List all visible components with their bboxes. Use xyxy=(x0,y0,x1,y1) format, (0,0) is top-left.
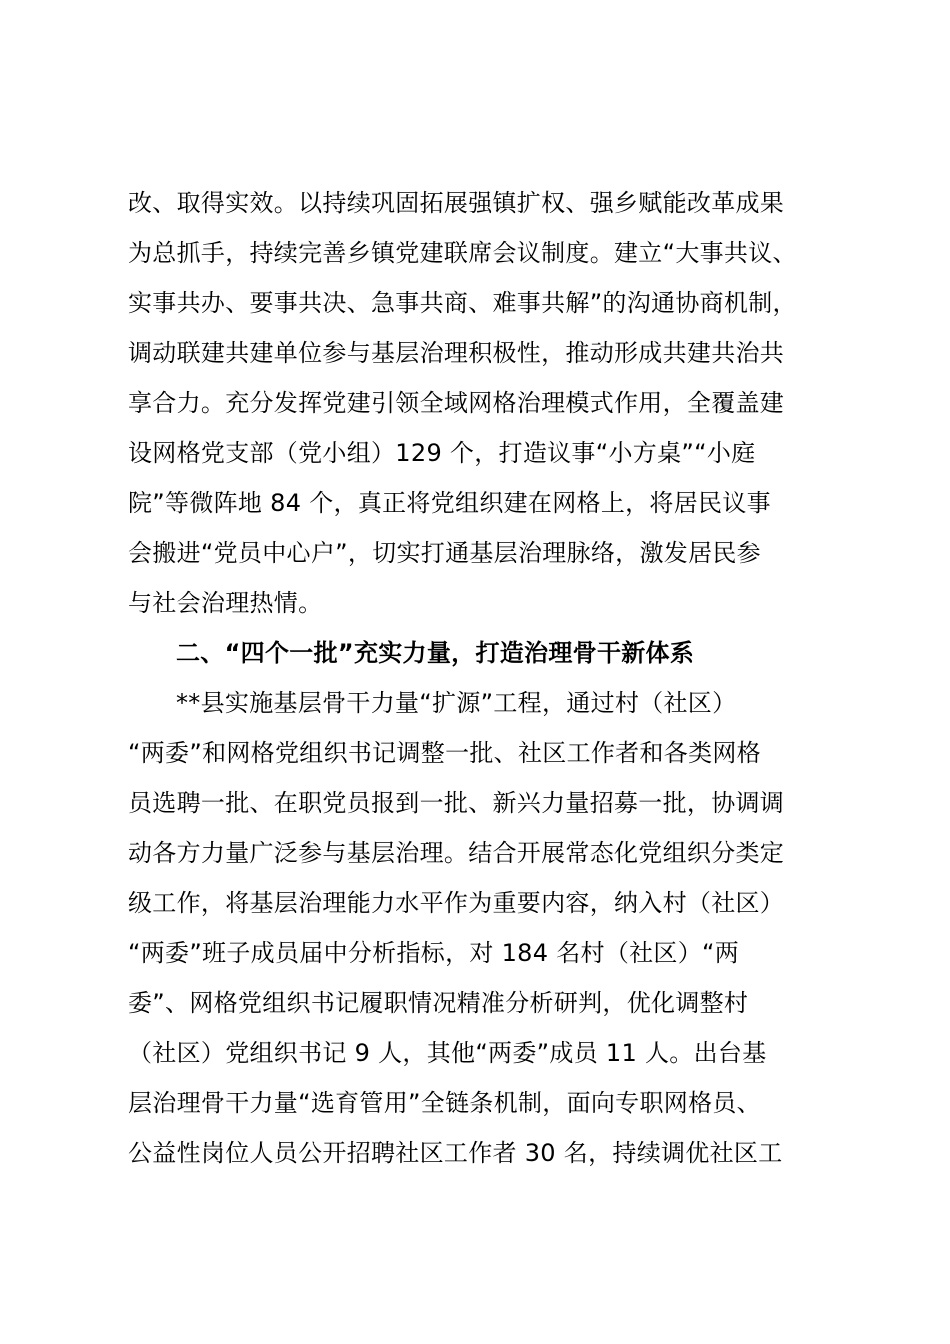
paragraph-line: 员选聘一批、在职党员报到一批、新兴力量招募一批，协调调 xyxy=(128,789,785,817)
paragraph-line: 享合力。充分发挥党建引领全域网格治理模式作用，全覆盖建 xyxy=(128,389,785,417)
paragraph-line: 设网格党支部（党小组）129 个，打造议事“小方桌”“小庭 xyxy=(128,439,756,467)
paragraph-line: （社区）党组织书记 9 人，其他“两委”成员 11 人。出台基 xyxy=(128,1039,767,1067)
paragraph-line: 层治理骨干力量“选育管用”全链条机制，面向专职网格员、 xyxy=(128,1089,761,1117)
paragraph-line: “两委”班子成员届中分析指标，对 184 名村（社区）“两 xyxy=(128,939,740,967)
paragraph-line: 级工作，将基层治理能力水平作为重要内容，纳入村（社区） xyxy=(128,889,785,917)
paragraph-line: 实事共办、要事共决、急事共商、难事共解”的沟通协商机制， xyxy=(128,289,797,317)
paragraph-line: 为总抓手，持续完善乡镇党建联席会议制度。建立“大事共议、 xyxy=(128,239,797,267)
paragraph-line: **县实施基层骨干力量“扩源”工程，通过村（社区） xyxy=(176,689,737,717)
paragraph-line: 委”、网格党组织书记履职情况精准分析研判，优化调整村 xyxy=(128,989,749,1017)
paragraph-line: “两委”和网格党组织书记调整一批、社区工作者和各类网格 xyxy=(128,739,761,767)
section-heading: 二、“四个一批”充实力量，打造治理骨干新体系 xyxy=(176,639,695,667)
paragraph-line: 公益性岗位人员公开招聘社区工作者 30 名，持续调优社区工 xyxy=(128,1139,783,1167)
paragraph-line: 与社会治理热情。 xyxy=(128,589,323,617)
paragraph-line: 会搬进“党员中心户”，切实打通基层治理脉络，激发居民参 xyxy=(128,539,761,567)
paragraph-line: 改、取得实效。以持续巩固拓展强镇扩权、强乡赋能改革成果 xyxy=(128,189,785,217)
paragraph-line: 院”等微阵地 84 个，真正将党组织建在网格上，将居民议事 xyxy=(128,489,771,517)
paragraph-line: 调动联建共建单位参与基层治理积极性，推动形成共建共治共 xyxy=(128,339,785,367)
paragraph-line: 动各方力量广泛参与基层治理。结合开展常态化党组织分类定 xyxy=(128,839,785,867)
